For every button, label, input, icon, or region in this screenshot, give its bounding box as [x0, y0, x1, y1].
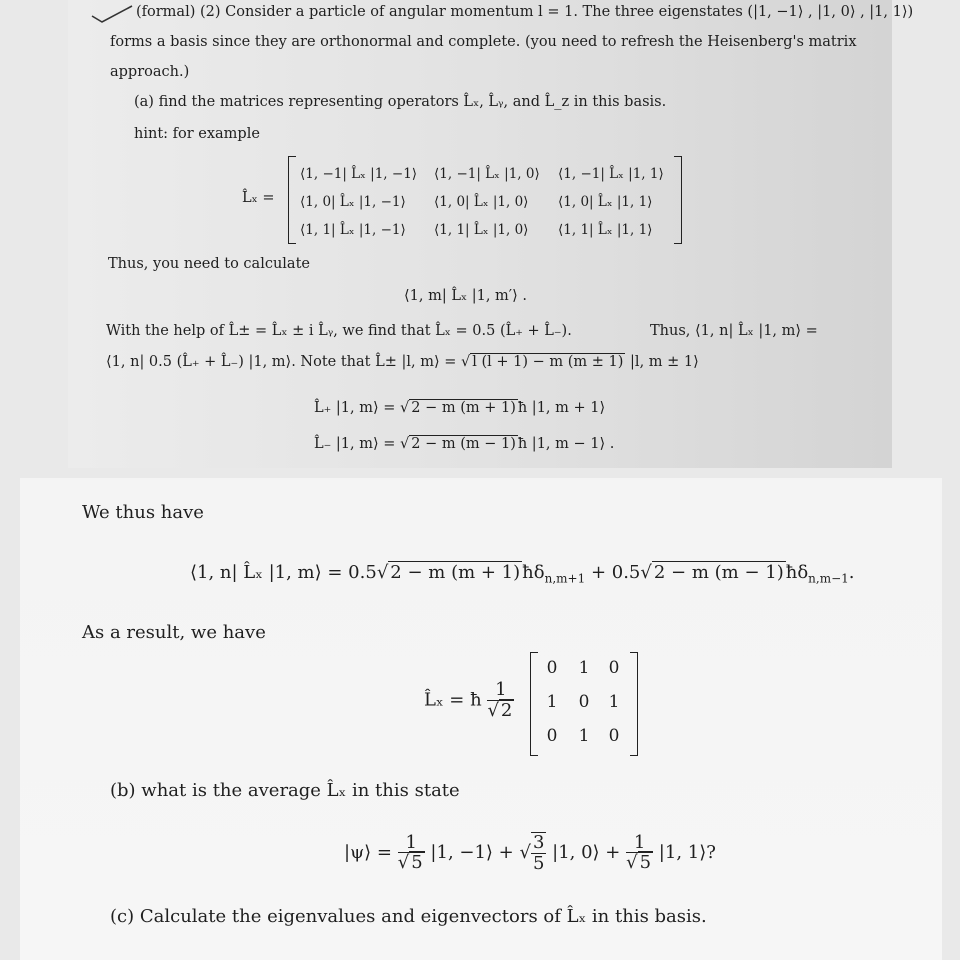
psi-c2-num: 3: [532, 832, 545, 853]
eq-subscript-1: n,m+1: [544, 571, 586, 586]
result-matrix-cell: 0: [546, 658, 558, 678]
result-matrix-bracket-right: [630, 652, 638, 756]
lplus-lhs: L̂₊ |1, m⟩ =: [314, 400, 396, 416]
we-thus-have: We thus have: [82, 502, 204, 523]
lx-frac-num: 1: [487, 680, 514, 701]
intro-line-3: approach.): [110, 64, 190, 80]
matrix-cell: ⟨1, −1| L̂ₓ |1, 1⟩: [558, 166, 664, 182]
psi-lhs: |ψ⟩ =: [344, 841, 393, 863]
lplus-equation: L̂₊ |1, m⟩ = √ 2 − m (m + 1) ħ |1, m + 1⟩: [314, 400, 606, 416]
result-matrix-cell: 0: [608, 658, 620, 678]
psi-coef-2: [531, 832, 546, 874]
eq-subscript-2: n,m−1: [808, 571, 849, 586]
intro-line-1: (formal) (2) Consider a particle of angular momentum l = 1. The three eigenstates (|1, −1⟩ , |1, 0⟩ , |1, 1⟩): [136, 4, 914, 20]
result-matrix-cell: 1: [608, 692, 620, 712]
matrix-cell: ⟨1, 0| L̂ₓ |1, 0⟩: [434, 194, 529, 210]
lx-frac-den: 2: [500, 699, 513, 721]
matrix-cell: ⟨1, −1| L̂ₓ |1, 0⟩: [434, 166, 540, 182]
psi-c3-num: 1: [626, 833, 653, 854]
matrix-bracket-right: [674, 156, 682, 244]
lx-lhs-text: L̂ₓ = ħ: [424, 689, 482, 711]
psi-c3-den-wrap: √ 5: [626, 852, 652, 874]
psi-ket-3: |1, 1⟩?: [658, 841, 716, 863]
hint-label: hint: for example: [134, 126, 260, 142]
lx-frac-den-wrap: √ 2: [487, 699, 513, 721]
help-line-1b: Thus, ⟨1, n| L̂ₓ |1, m⟩ =: [650, 323, 818, 339]
matrix-cell: ⟨1, 1| L̂ₓ |1, −1⟩: [300, 222, 406, 238]
eq-dot: .: [848, 562, 855, 583]
eq-lhs: ⟨1, n| L̂ₓ |1, m⟩ = 0.5: [190, 562, 377, 583]
help-line-2-radicand: l (l + 1) − m (m ± 1): [472, 354, 624, 370]
as-a-result: As a result, we have: [82, 622, 266, 643]
psi-c1-den: 5: [411, 852, 423, 874]
help-line-2: ⟨1, n| 0.5 (L̂₊ + L̂₋) |1, m⟩. Note that L̂± |l, m⟩ = √ l (l + 1) − m (m ± 1) |l, m ± 1⟩: [106, 354, 699, 370]
result-matrix-cell: 0: [546, 726, 558, 746]
psi-ket-1: |1, −1⟩ +: [430, 841, 514, 863]
lplus-rhs: ħ |1, m + 1⟩: [517, 400, 606, 416]
matrix-cell: ⟨1, 0| L̂ₓ |1, −1⟩: [300, 194, 406, 210]
lminus-radicand: 2 − m (m − 1): [411, 436, 516, 452]
psi-coef-3: [626, 833, 653, 874]
lx-result-lhs: [424, 680, 514, 721]
thus-calculate: Thus, you need to calculate: [108, 256, 310, 272]
psi-c3-den: 5: [639, 852, 652, 874]
matrix-cell: ⟨1, 0| L̂ₓ |1, 1⟩: [558, 194, 653, 210]
question-c: (c) Calculate the eigenvalues and eigenvectors of L̂ₓ in this basis.: [110, 906, 707, 927]
help-line-2a: ⟨1, n| 0.5 (L̂₊ + L̂₋) |1, m⟩. Note that L̂± |l, m⟩ =: [106, 354, 457, 370]
intro-line-2: forms a basis since they are orthonormal and complete. (you need to refresh the Heisenberg's matrix: [110, 34, 857, 50]
matrix-cell: ⟨1, 1| L̂ₓ |1, 0⟩: [434, 222, 529, 238]
psi-c2-den: 5: [532, 852, 545, 874]
lminus-lhs: L̂₋ |1, m⟩ =: [314, 436, 396, 452]
matrix-bracket-left: [288, 156, 296, 244]
question-a: (a) find the matrices representing operators L̂ₓ, L̂ᵧ, and L̂_z in this basis.: [134, 94, 667, 110]
lx-fraction: [487, 680, 514, 721]
result-matrix-cell: 0: [578, 692, 590, 712]
lminus-rhs: ħ |1, m − 1⟩ .: [517, 436, 615, 452]
lplus-radicand: 2 − m (m + 1): [411, 400, 516, 416]
psi-state: |ψ⟩ = $\frac{1}{√ 5}$ |1, −1⟩ + √ $\frac{3}{5}$ |1, 0⟩ + $\frac{1}{√ 5}$ |1, 1⟩?: [344, 831, 716, 874]
psi-coef-1: [398, 833, 425, 874]
eq-hbar-delta-2: ħδ: [785, 562, 809, 583]
checkmark-icon: [88, 2, 136, 26]
psi-c1-num: 1: [398, 833, 425, 854]
matrix-element-equation: ⟨1, n| L̂ₓ |1, m⟩ = 0.5√ 2 − m (m + 1) $ħ\delta_{n,m+1} + 0.5√$ 2 − m (m − 1) $ħ\delta_{n,m-1}$.: [190, 562, 855, 586]
matrix-lhs: L̂ₓ =: [242, 190, 275, 206]
lminus-equation: L̂₋ |1, m⟩ = √ 2 − m (m − 1) ħ |1, m − 1⟩ .: [314, 436, 615, 452]
eq-plus: + 0.5: [590, 562, 641, 583]
psi-c1-den-wrap: √ 5: [397, 852, 423, 874]
result-matrix-cell: 1: [578, 726, 590, 746]
eq-hbar-delta-1: ħδ: [522, 562, 545, 583]
help-line-1a: With the help of L̂± = L̂ₓ ± i L̂ᵧ, we find that L̂ₓ = 0.5 (L̂₊ + L̂₋).: [106, 323, 572, 339]
general-matrix-element: ⟨1, m| L̂ₓ |1, m′⟩ .: [404, 288, 527, 304]
matrix-cell: ⟨1, 1| L̂ₓ |1, 1⟩: [558, 222, 653, 238]
result-matrix-cell: 1: [546, 692, 558, 712]
help-line-2b: |l, m ± 1⟩: [630, 354, 699, 370]
eq-radicand-2: 2 − m (m − 1): [653, 562, 784, 583]
result-matrix-cell: 1: [578, 658, 590, 678]
eq-radicand-1: 2 − m (m + 1): [390, 562, 521, 583]
question-b: (b) what is the average L̂ₓ in this state: [110, 780, 460, 801]
result-matrix-bracket-left: [530, 652, 538, 756]
matrix-cell: ⟨1, −1| L̂ₓ |1, −1⟩: [300, 166, 418, 182]
psi-ket-2: |1, 0⟩ +: [552, 841, 621, 863]
result-matrix-cell: 0: [608, 726, 620, 746]
